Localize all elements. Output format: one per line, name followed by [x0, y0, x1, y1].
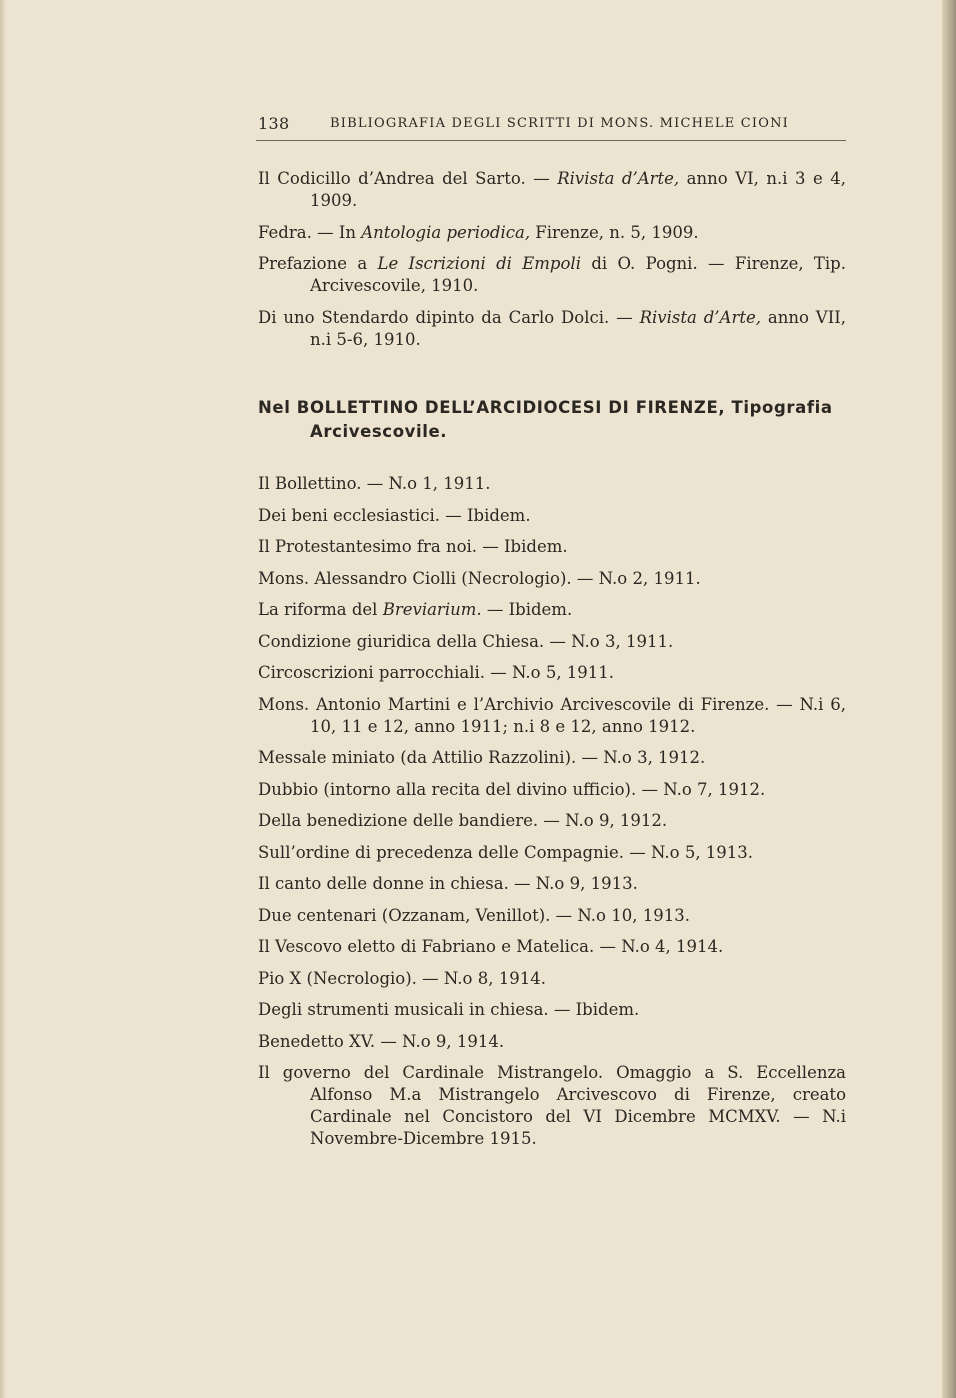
list-item: Due centenari (Ozzanam, Venillot). — N.o 10, 1913.: [258, 905, 690, 925]
list-item: Pio X (Necrologio). — N.o 8, 1914.: [258, 968, 546, 988]
running-head: [258, 114, 846, 138]
list-item: Benedetto XV. — N.o 9, 1914.: [258, 1031, 505, 1051]
list-item: Dei beni ecclesiastici. — Ibidem.: [258, 505, 531, 525]
section-heading: Nel BOLLETTINO DELL’ARCIDIOCESI DI FIRENZE, Tipografia Arcivescovile.: [258, 398, 833, 441]
bib-entry: Fedra. — In Antologia periodica, Firenze, n. 5, 1909.: [258, 222, 699, 242]
list-item: Dubbio (intorno alla recita del divino ufficio). — N.o 7, 1912.: [258, 779, 766, 799]
entries-list: [258, 473, 846, 1160]
list-item: Messale miniato (da Attilio Razzolini). — N.o 3, 1912.: [258, 748, 706, 767]
list-item: Il Bollettino. — N.o 1, 1911.: [258, 474, 491, 493]
list-item: Sull’ordine di precedenza delle Compagnie. — N.o 5, 1913.: [258, 842, 754, 862]
running-title: BIBLIOGRAFIA DEGLI SCRITTI DI MONS. MICHELE CIONI: [330, 116, 789, 131]
list-item: La riforma del Breviarium. — Ibidem.: [258, 600, 573, 619]
page-edge-right: [942, 0, 956, 1398]
list-item: Mons. Antonio Martini e l’Archivio Arcivescovile di Firenze. — N.i 6, 10, 11 e 12, anno 1911; n.i 8 e 12, anno 1912.: [258, 694, 846, 736]
page-number: 138: [258, 114, 290, 133]
bib-entry: Di uno Stendardo dipinto da Carlo Dolci. — Rivista d’Arte, anno VII, n.i 5-6, 1910.: [258, 307, 846, 349]
bib-entry: Prefazione a Le Iscrizioni di Empoli di O. Pogni. — Firenze, Tip. Arcivescovile, 1910.: [258, 254, 846, 295]
list-item: Circoscrizioni parrocchiali. — N.o 5, 1911.: [258, 663, 615, 682]
list-item: Della benedizione delle bandiere. — N.o 9, 1912.: [258, 811, 668, 830]
list-item: Condizione giuridica della Chiesa. — N.o 3, 1911.: [258, 631, 674, 651]
list-item: Il canto delle donne in chiesa. — N.o 9, 1913.: [258, 874, 638, 893]
list-item: Il Vescovo eletto di Fabriano e Matelica. — N.o 4, 1914.: [258, 937, 724, 956]
list-item: Degli strumenti musicali in chiesa. — Ibidem.: [258, 1000, 640, 1019]
header-rule: [256, 140, 846, 141]
list-item: Il governo del Cardinale Mistrangelo. Omaggio a S. Eccellenza Alfonso M.a Mistrangelo Arcivescovo di Firenze, creato Cardinale nel Concistoro del VI Dicembre MCMXV. — N.i Novembre-Dicembre 1915.: [258, 1063, 846, 1148]
list-item: Il Protestantesimo fra noi. — Ibidem.: [258, 537, 568, 556]
bib-entry: Il Codicillo d’Andrea del Sarto. — Rivista d’Arte, anno VI, n.i 3 e 4, 1909.: [258, 169, 846, 210]
list-item: Mons. Alessandro Ciolli (Necrologio). — N.o 2, 1911.: [258, 568, 701, 588]
entries-top: [258, 168, 846, 360]
page-edge-left: [0, 0, 6, 1398]
